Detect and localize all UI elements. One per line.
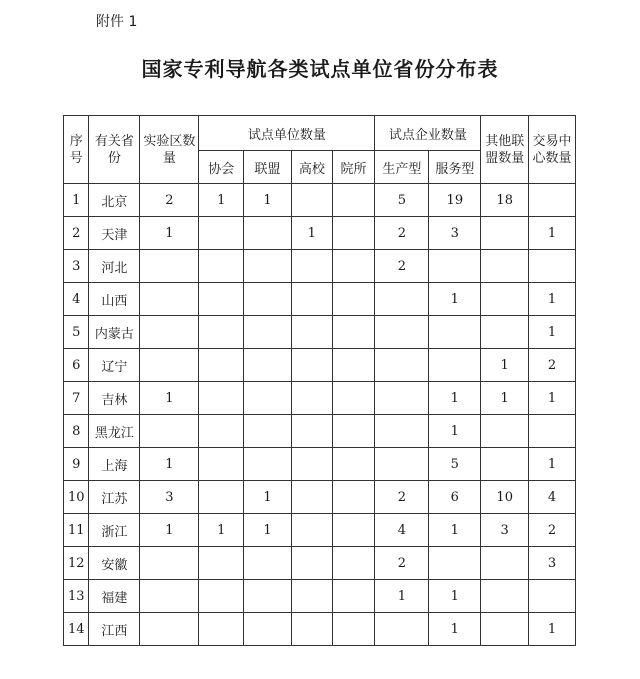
cell-university [291, 382, 332, 415]
distribution-table [63, 115, 576, 646]
cell-other-alliance [481, 415, 529, 448]
cell-seq: 11 [64, 514, 89, 547]
cell-university [291, 448, 332, 481]
cell-province: 天津 [89, 217, 140, 250]
cell-province: 江西 [89, 613, 140, 646]
cell-seq: 14 [64, 613, 89, 646]
cell-association [199, 217, 244, 250]
cell-service [429, 349, 481, 382]
cell-trade-center [529, 250, 576, 283]
cell-alliance [244, 580, 292, 613]
cell-province: 河北 [89, 250, 140, 283]
cell-seq: 13 [64, 580, 89, 613]
cell-experiment-zone [140, 613, 199, 646]
cell-other-alliance: 18 [481, 184, 529, 217]
table-row [64, 448, 576, 481]
cell-province: 内蒙古 [89, 316, 140, 349]
cell-seq: 7 [64, 382, 89, 415]
table-row [64, 250, 576, 283]
cell-alliance [244, 448, 292, 481]
cell-university [291, 514, 332, 547]
cell-production [375, 613, 429, 646]
cell-experiment-zone [140, 316, 199, 349]
cell-institute [332, 184, 375, 217]
cell-seq: 5 [64, 316, 89, 349]
table-row [64, 514, 576, 547]
cell-province: 吉林 [89, 382, 140, 415]
cell-other-alliance [481, 283, 529, 316]
cell-trade-center: 2 [529, 514, 576, 547]
cell-service: 3 [429, 217, 481, 250]
cell-production [375, 283, 429, 316]
cell-experiment-zone [140, 349, 199, 382]
cell-trade-center: 1 [529, 382, 576, 415]
cell-alliance: 1 [244, 514, 292, 547]
cell-association [199, 547, 244, 580]
cell-alliance [244, 283, 292, 316]
cell-trade-center: 1 [529, 613, 576, 646]
cell-university [291, 613, 332, 646]
cell-association [199, 448, 244, 481]
table-row [64, 415, 576, 448]
cell-alliance [244, 547, 292, 580]
table-row [64, 316, 576, 349]
header-other-alliance: 其他联盟数量 [481, 116, 529, 184]
cell-alliance [244, 415, 292, 448]
cell-production [375, 316, 429, 349]
cell-production: 5 [375, 184, 429, 217]
cell-institute [332, 349, 375, 382]
cell-experiment-zone: 3 [140, 481, 199, 514]
cell-other-alliance [481, 613, 529, 646]
table-row [64, 349, 576, 382]
cell-province: 黑龙江 [89, 415, 140, 448]
cell-institute [332, 514, 375, 547]
cell-experiment-zone [140, 415, 199, 448]
cell-trade-center: 2 [529, 349, 576, 382]
header-university: 高校 [291, 151, 332, 184]
cell-experiment-zone [140, 547, 199, 580]
cell-seq: 6 [64, 349, 89, 382]
table-row [64, 382, 576, 415]
cell-trade-center [529, 415, 576, 448]
cell-service [429, 547, 481, 580]
cell-province: 北京 [89, 184, 140, 217]
cell-institute [332, 547, 375, 580]
cell-trade-center: 3 [529, 547, 576, 580]
cell-other-alliance: 1 [481, 382, 529, 415]
header-seq: 序号 [64, 116, 89, 184]
cell-trade-center: 1 [529, 316, 576, 349]
cell-association [199, 580, 244, 613]
cell-production: 2 [375, 481, 429, 514]
cell-seq: 2 [64, 217, 89, 250]
cell-production [375, 349, 429, 382]
cell-experiment-zone: 2 [140, 184, 199, 217]
cell-service: 1 [429, 514, 481, 547]
table-row [64, 481, 576, 514]
cell-seq: 1 [64, 184, 89, 217]
cell-other-alliance [481, 217, 529, 250]
header-institute: 院所 [332, 151, 375, 184]
cell-other-alliance: 3 [481, 514, 529, 547]
cell-province: 浙江 [89, 514, 140, 547]
cell-university [291, 349, 332, 382]
table-row [64, 580, 576, 613]
cell-province: 辽宁 [89, 349, 140, 382]
cell-experiment-zone: 1 [140, 448, 199, 481]
cell-production: 1 [375, 580, 429, 613]
cell-service [429, 316, 481, 349]
cell-institute [332, 481, 375, 514]
cell-alliance: 1 [244, 481, 292, 514]
cell-institute [332, 415, 375, 448]
cell-institute [332, 382, 375, 415]
cell-association: 1 [199, 184, 244, 217]
cell-seq: 12 [64, 547, 89, 580]
cell-institute [332, 613, 375, 646]
cell-province: 安徽 [89, 547, 140, 580]
header-province: 有关省份 [89, 116, 140, 184]
cell-institute [332, 580, 375, 613]
header-row-top [64, 116, 576, 151]
cell-university [291, 580, 332, 613]
cell-production [375, 382, 429, 415]
cell-university [291, 415, 332, 448]
cell-province: 上海 [89, 448, 140, 481]
cell-other-alliance [481, 448, 529, 481]
cell-association [199, 283, 244, 316]
cell-university [291, 250, 332, 283]
cell-association [199, 316, 244, 349]
header-service: 服务型 [429, 151, 481, 184]
cell-alliance: 1 [244, 184, 292, 217]
cell-trade-center: 4 [529, 481, 576, 514]
cell-association [199, 415, 244, 448]
cell-service: 1 [429, 415, 481, 448]
cell-service: 6 [429, 481, 481, 514]
cell-service [429, 250, 481, 283]
cell-service: 5 [429, 448, 481, 481]
cell-university: 1 [291, 217, 332, 250]
cell-alliance [244, 613, 292, 646]
cell-institute [332, 250, 375, 283]
cell-institute [332, 316, 375, 349]
cell-seq: 4 [64, 283, 89, 316]
header-pilot-enterprises: 试点企业数量 [375, 116, 481, 151]
cell-trade-center: 1 [529, 283, 576, 316]
cell-experiment-zone [140, 250, 199, 283]
cell-other-alliance [481, 547, 529, 580]
cell-production: 4 [375, 514, 429, 547]
table-row [64, 613, 576, 646]
cell-association [199, 481, 244, 514]
cell-trade-center [529, 580, 576, 613]
table-row [64, 283, 576, 316]
cell-production [375, 415, 429, 448]
cell-service: 1 [429, 382, 481, 415]
cell-institute [332, 217, 375, 250]
cell-production: 2 [375, 217, 429, 250]
cell-production: 2 [375, 250, 429, 283]
cell-production: 2 [375, 547, 429, 580]
cell-other-alliance [481, 580, 529, 613]
cell-other-alliance [481, 250, 529, 283]
page-title: 国家专利导航各类试点单位省份分布表 [141, 57, 499, 81]
cell-seq: 10 [64, 481, 89, 514]
cell-province: 山西 [89, 283, 140, 316]
cell-experiment-zone: 1 [140, 514, 199, 547]
cell-production [375, 448, 429, 481]
attachment-label: 附件 1 [96, 14, 138, 30]
header-alliance: 联盟 [244, 151, 292, 184]
cell-province: 江苏 [89, 481, 140, 514]
cell-experiment-zone [140, 580, 199, 613]
cell-alliance [244, 316, 292, 349]
header-experiment-zone: 实验区数量 [140, 116, 199, 184]
table-row [64, 217, 576, 250]
cell-university [291, 547, 332, 580]
cell-trade-center: 1 [529, 448, 576, 481]
header-pilot-units: 试点单位数量 [199, 116, 375, 151]
header-production: 生产型 [375, 151, 429, 184]
cell-association [199, 349, 244, 382]
cell-association [199, 613, 244, 646]
cell-experiment-zone: 1 [140, 382, 199, 415]
cell-university [291, 283, 332, 316]
cell-association: 1 [199, 514, 244, 547]
cell-university [291, 481, 332, 514]
cell-other-alliance: 1 [481, 349, 529, 382]
cell-other-alliance: 10 [481, 481, 529, 514]
cell-experiment-zone [140, 283, 199, 316]
cell-service: 1 [429, 283, 481, 316]
cell-province: 福建 [89, 580, 140, 613]
cell-alliance [244, 382, 292, 415]
cell-institute [332, 448, 375, 481]
cell-trade-center: 1 [529, 217, 576, 250]
table-row [64, 547, 576, 580]
header-trade-center: 交易中心数量 [529, 116, 576, 184]
cell-seq: 3 [64, 250, 89, 283]
cell-experiment-zone: 1 [140, 217, 199, 250]
cell-university [291, 316, 332, 349]
cell-service: 1 [429, 580, 481, 613]
header-association: 协会 [199, 151, 244, 184]
cell-alliance [244, 349, 292, 382]
cell-alliance [244, 217, 292, 250]
table-row [64, 184, 576, 217]
cell-other-alliance [481, 316, 529, 349]
cell-association [199, 382, 244, 415]
cell-trade-center [529, 184, 576, 217]
cell-institute [332, 283, 375, 316]
cell-university [291, 184, 332, 217]
cell-association [199, 250, 244, 283]
cell-seq: 9 [64, 448, 89, 481]
cell-service: 1 [429, 613, 481, 646]
cell-alliance [244, 250, 292, 283]
cell-service: 19 [429, 184, 481, 217]
cell-seq: 8 [64, 415, 89, 448]
